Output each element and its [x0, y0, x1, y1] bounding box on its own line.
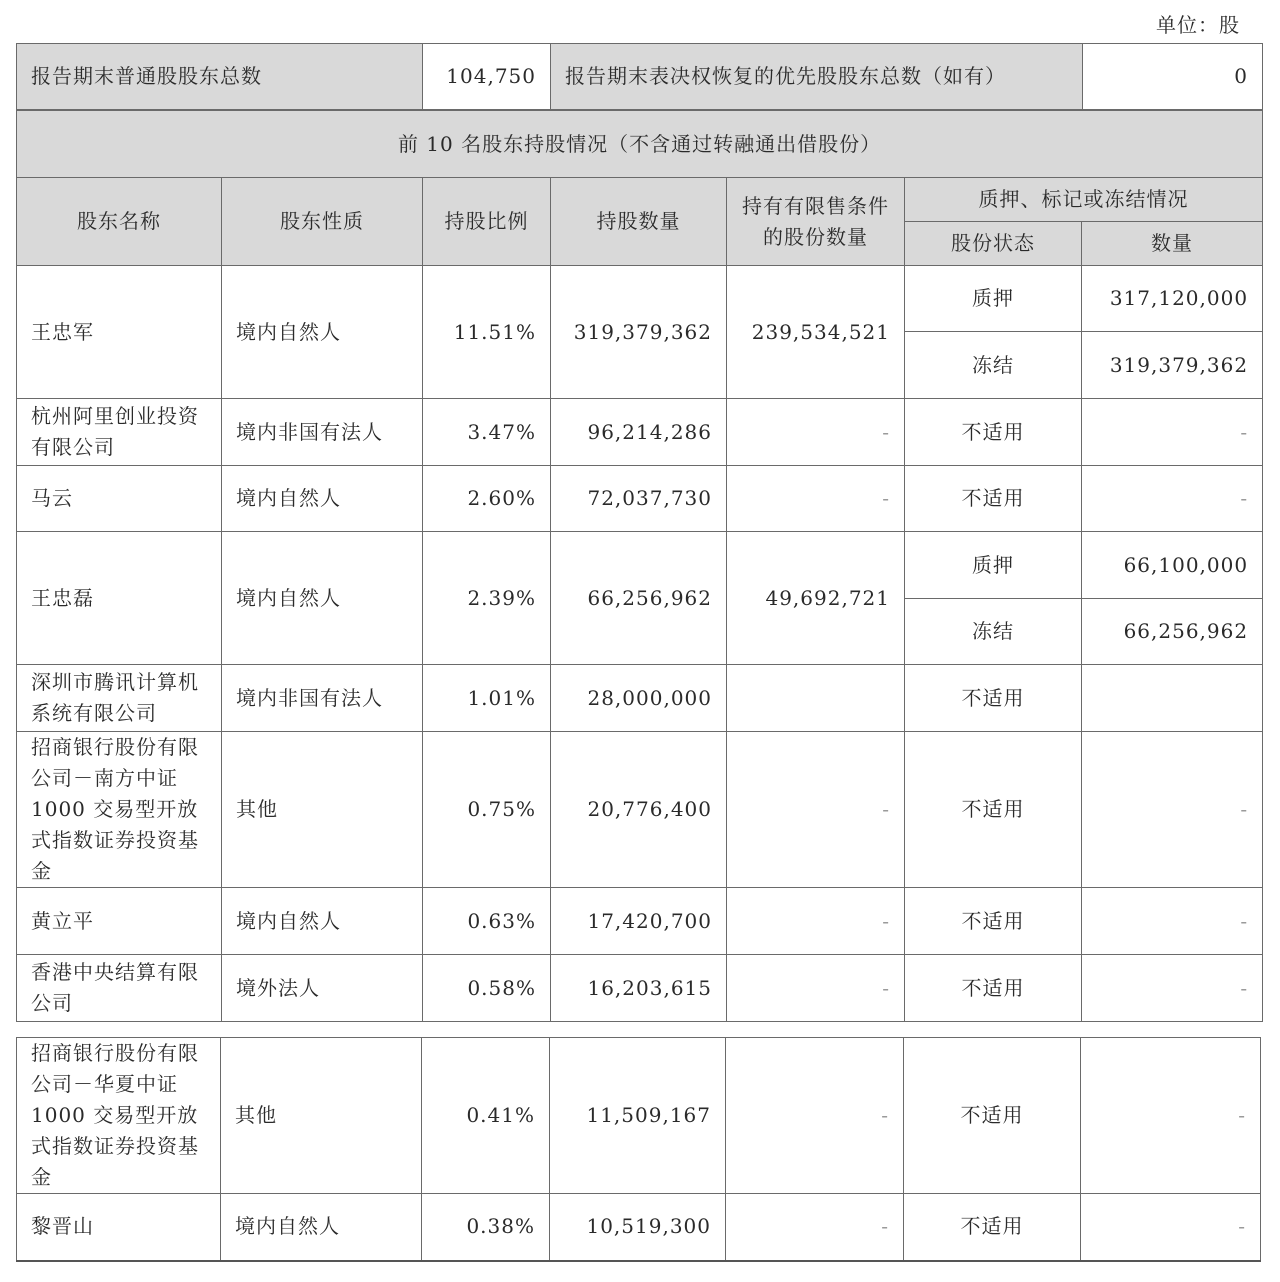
shareholder-nature: 境外法人: [222, 955, 423, 1022]
pledge-quantity: -: [1081, 1194, 1261, 1261]
holding-ratio: 0.58%: [423, 955, 551, 1022]
restricted-shares: -: [726, 1194, 904, 1261]
shareholder-name: 王忠磊: [17, 532, 222, 665]
table-title: 前 10 名股东持股情况（不含通过转融通出借股份）: [17, 111, 1263, 178]
unit-label: 单位：股: [1156, 13, 1240, 37]
header-shares: 持股数量: [551, 178, 727, 266]
preferred-shareholders-value: 0: [1083, 44, 1263, 110]
shareholder-nature: 境内非国有法人: [222, 399, 423, 466]
holding-ratio: 0.41%: [422, 1038, 550, 1194]
header-quantity: 数量: [1082, 222, 1263, 266]
share-status: 质押: [905, 266, 1082, 332]
holding-shares: 72,037,730: [551, 466, 727, 532]
shareholder-name: 招商银行股份有限公司－南方中证 1000 交易型开放式指数证券投资基金: [17, 732, 222, 888]
table-row: [17, 399, 1263, 466]
shareholder-name: 杭州阿里创业投资有限公司: [17, 399, 222, 466]
shareholder-nature: 其他: [221, 1038, 422, 1194]
holding-shares: 28,000,000: [551, 665, 727, 732]
pledge-quantity: 317,120,000: [1082, 266, 1263, 332]
share-status: 不适用: [904, 1194, 1081, 1261]
shareholder-nature: 境内非国有法人: [222, 665, 423, 732]
restricted-shares: -: [727, 466, 905, 532]
holding-ratio: 2.60%: [423, 466, 551, 532]
shareholder-nature: 境内自然人: [221, 1194, 422, 1261]
shareholder-name: 香港中央结算有限公司: [17, 955, 222, 1022]
holding-shares: 319,379,362: [551, 266, 727, 399]
table-row: [17, 955, 1263, 1022]
share-status: 冻结: [905, 332, 1082, 399]
pledge-quantity: -: [1081, 1038, 1261, 1194]
restricted-shares: -: [726, 1038, 904, 1194]
pledge-quantity: -: [1082, 399, 1263, 466]
shareholder-name: 招商银行股份有限公司－华夏中证 1000 交易型开放式指数证券投资基金: [17, 1038, 221, 1194]
top10-shareholders-table-continued: [16, 1037, 1261, 1262]
restricted-shares: 239,534,521: [727, 266, 905, 399]
preferred-shareholders-label: 报告期末表决权恢复的优先股股东总数（如有）: [551, 44, 1083, 110]
restricted-shares: -: [727, 399, 905, 466]
shareholder-name: 黄立平: [17, 888, 222, 955]
holding-shares: 20,776,400: [551, 732, 727, 888]
share-status: 不适用: [905, 399, 1082, 466]
holding-shares: 66,256,962: [551, 532, 727, 665]
restricted-shares: [727, 665, 905, 732]
holding-ratio: 1.01%: [423, 665, 551, 732]
shareholder-name: 深圳市腾讯计算机系统有限公司: [17, 665, 222, 732]
table-row: [17, 466, 1263, 532]
restricted-shares: -: [727, 732, 905, 888]
common-shareholders-label: 报告期末普通股股东总数: [17, 44, 423, 110]
restricted-shares: -: [727, 888, 905, 955]
holding-shares: 17,420,700: [551, 888, 727, 955]
table-row: [17, 1194, 1261, 1261]
header-pledge-group: 质押、标记或冻结情况: [905, 178, 1263, 222]
pledge-quantity: -: [1082, 466, 1263, 532]
header-status: 股份状态: [905, 222, 1082, 266]
header-restricted: 持有有限售条件的股份数量: [727, 178, 905, 266]
shareholder-nature: 其他: [222, 732, 423, 888]
table-row: [17, 732, 1263, 888]
restricted-shares: -: [727, 955, 905, 1022]
share-status: 不适用: [904, 1038, 1081, 1194]
share-status: 质押: [905, 532, 1082, 599]
table-row: [17, 532, 1263, 599]
shareholder-nature: 境内自然人: [222, 466, 423, 532]
table-row: [17, 1038, 1261, 1194]
common-shareholders-value: 104,750: [423, 44, 551, 110]
holding-ratio: 3.47%: [423, 399, 551, 466]
share-status: 不适用: [905, 732, 1082, 888]
shareholder-nature: 境内自然人: [222, 532, 423, 665]
header-nature: 股东性质: [222, 178, 423, 266]
table-row: [17, 266, 1263, 332]
shareholder-name: 黎晋山: [17, 1194, 221, 1261]
holding-shares: 11,509,167: [550, 1038, 726, 1194]
pledge-quantity: -: [1082, 955, 1263, 1022]
holding-ratio: 0.38%: [422, 1194, 550, 1261]
top10-shareholders-table: [16, 110, 1263, 1022]
pledge-quantity: [1082, 665, 1263, 732]
table-row: [17, 888, 1263, 955]
shareholder-name: 马云: [17, 466, 222, 532]
summary-table: [16, 43, 1263, 110]
pledge-quantity: -: [1082, 888, 1263, 955]
holding-shares: 16,203,615: [551, 955, 727, 1022]
header-ratio: 持股比例: [423, 178, 551, 266]
share-status: 不适用: [905, 955, 1082, 1022]
holding-shares: 96,214,286: [551, 399, 727, 466]
share-status: 不适用: [905, 466, 1082, 532]
holding-ratio: 0.63%: [423, 888, 551, 955]
pledge-quantity: 66,100,000: [1082, 532, 1263, 599]
holding-ratio: 0.75%: [423, 732, 551, 888]
restricted-shares: 49,692,721: [727, 532, 905, 665]
share-status: 冻结: [905, 599, 1082, 665]
shareholder-nature: 境内自然人: [222, 266, 423, 399]
pledge-quantity: 66,256,962: [1082, 599, 1263, 665]
pledge-quantity: 319,379,362: [1082, 332, 1263, 399]
table-row: [17, 665, 1263, 732]
share-status: 不适用: [905, 888, 1082, 955]
header-name: 股东名称: [17, 178, 222, 266]
holding-ratio: 11.51%: [423, 266, 551, 399]
share-status: 不适用: [905, 665, 1082, 732]
holding-shares: 10,519,300: [550, 1194, 726, 1261]
holding-ratio: 2.39%: [423, 532, 551, 665]
shareholder-nature: 境内自然人: [222, 888, 423, 955]
pledge-quantity: -: [1082, 732, 1263, 888]
shareholder-name: 王忠军: [17, 266, 222, 399]
